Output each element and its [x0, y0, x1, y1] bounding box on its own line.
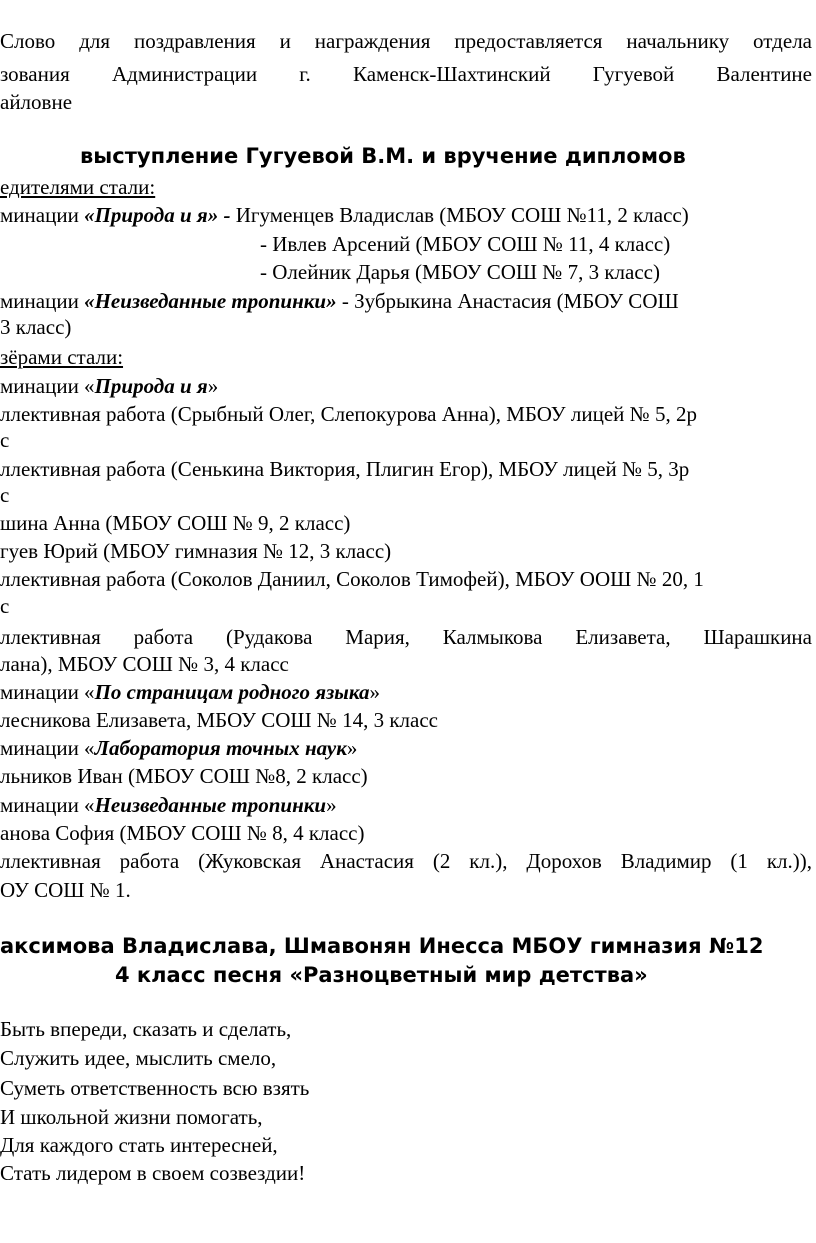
winner-row — [0, 288, 679, 314]
nomination-prefix: минации — [0, 203, 85, 227]
poem-line: Для каждого стать интересней, — [0, 1133, 278, 1157]
list-item: льников Иван (МБОУ СОШ №8, 2 класс) — [0, 764, 368, 788]
list-item: ллективная работа (Рудакова Мария, Калмыкова Елизавета, Шарашкина — [0, 625, 812, 649]
list-item: ОУ СОШ № 1. — [0, 878, 131, 902]
nomination-title: Лаборатория точных наук — [94, 736, 347, 760]
list-item: ллективная работа (Сенькина Виктория, Плигин Егор), МБОУ лицей № 5, 3р — [0, 457, 690, 481]
nomination-suffix: » — [346, 736, 358, 760]
winner-row — [0, 202, 689, 228]
nomination-line — [0, 792, 337, 818]
list-item: лесникова Елизавета, МБОУ СОШ № 14, 3 класс — [0, 708, 438, 732]
nomination-prefix: минации — [0, 289, 85, 313]
nomination-prefix: минации « — [0, 680, 95, 704]
nomination-suffix: » — [326, 793, 337, 817]
intro-line-1: Слово для поздравления и награждения предоставляется начальнику отдела — [0, 29, 812, 53]
nomination-title: По страницам родного языка — [94, 680, 370, 704]
winner-row: 3 класс) — [0, 315, 72, 339]
list-item: ллективная работа (Жуковская Анастасия (2 кл.), Дорохов Владимир (1 кл.)), — [0, 849, 812, 873]
nomination-prefix: минации « — [0, 374, 95, 398]
list-item: с — [0, 594, 10, 618]
nomination-suffix: » — [369, 680, 380, 704]
intro-line-2: зования Администрации г. Каменск-Шахтинский Гугуевой Валентине — [0, 62, 812, 86]
nomination-line — [0, 373, 218, 399]
prizes-title: зёрами стали: — [0, 345, 124, 369]
winner-row: - Ивлев Арсений (МБОУ СОШ № 11, 4 класс) — [260, 232, 671, 256]
nomination-prefix: минации « — [0, 793, 95, 817]
section-heading-diplomas: выступление Гугуевой В.М. и вручение дипломов — [80, 144, 686, 168]
nomination-line — [0, 679, 380, 705]
performance-subheading: 4 класс песня «Разноцветный мир детства» — [115, 963, 648, 987]
poem-line: Стать лидером в своем созвездии! — [0, 1161, 306, 1185]
nomination-title: «Природа и я» - — [84, 203, 231, 227]
list-item: анова София (МБОУ СОШ № 8, 4 класс) — [0, 821, 365, 845]
list-item: гуев Юрий (МБОУ гимназия № 12, 3 класс) — [0, 539, 392, 563]
poem-line: Служить идее, мыслить смело, — [0, 1046, 277, 1070]
nomination-title: Природа и я — [94, 374, 208, 398]
nomination-suffix: » — [207, 374, 219, 398]
nomination-title: Неизведанные тропинки — [94, 793, 327, 817]
list-item: ллективная работа (Срыбный Олег, Слепокурова Анна), МБОУ лицей № 5, 2р — [0, 402, 697, 426]
nomination-title: «Неизведанные тропинки» — [84, 289, 337, 313]
list-item: с — [0, 483, 10, 507]
list-item: ллективная работа (Соколов Даниил, Соколов Тимофей), МБОУ ООШ № 20, 1 — [0, 567, 704, 591]
winner-name: - Зубрыкина Анастасия (МБОУ СОШ — [336, 289, 679, 313]
list-item: шина Анна (МБОУ СОШ № 9, 2 класс) — [0, 511, 351, 535]
winner-name: Игуменцев Владислав (МБОУ СОШ №11, 2 класс) — [230, 203, 689, 227]
poem-line: Быть впереди, сказать и сделать, — [0, 1017, 292, 1041]
list-item: с — [0, 428, 10, 452]
nomination-line — [0, 735, 357, 761]
poem-line: Суметь ответственность всю взять — [0, 1076, 310, 1100]
nomination-prefix: минации « — [0, 736, 95, 760]
winner-row: - Олейник Дарья (МБОУ СОШ № 7, 3 класс) — [260, 260, 660, 284]
winners-title: едителями стали: — [0, 175, 156, 199]
performance-heading: аксимова Владислава, Шмавонян Инесса МБОУ гимназия №12 — [0, 934, 764, 958]
list-item: лана), МБОУ СОШ № 3, 4 класс — [0, 652, 289, 676]
poem-line: И школьной жизни помогать, — [0, 1105, 263, 1129]
intro-line-3: айловне — [0, 90, 73, 114]
